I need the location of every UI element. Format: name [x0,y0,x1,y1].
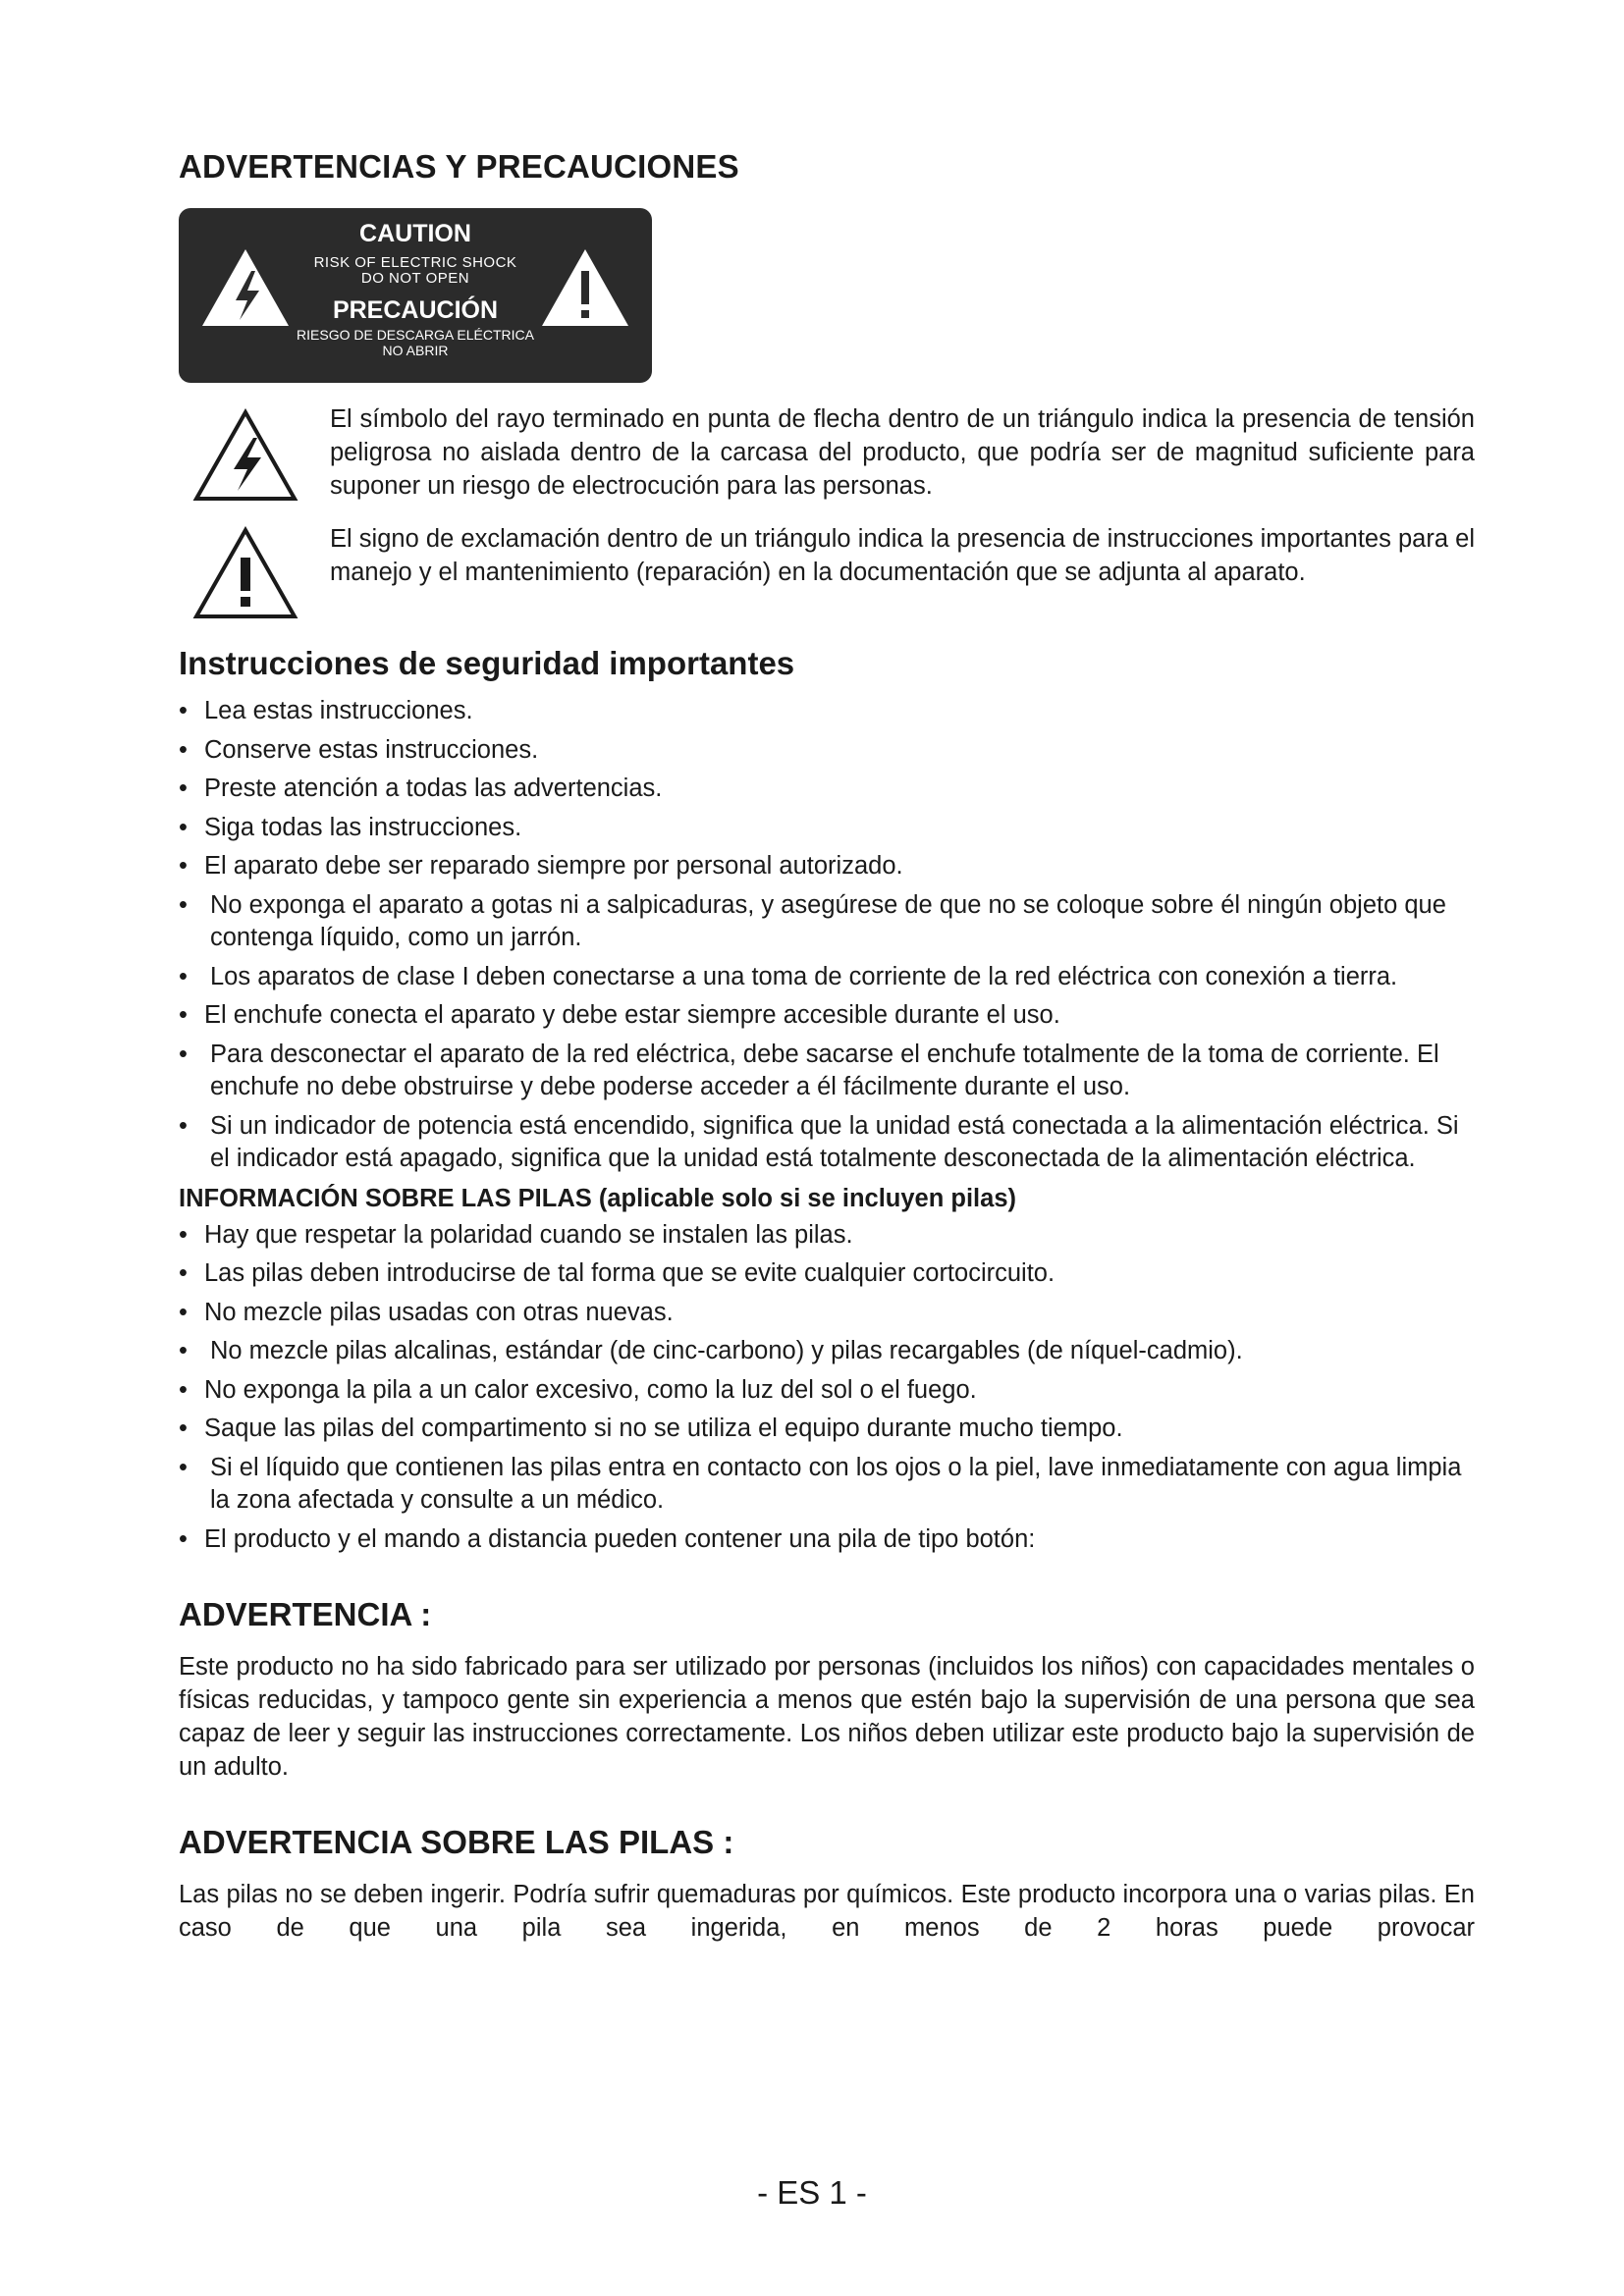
list-item: • No mezcle pilas alcalinas, estándar (de cinc-carbono) y pilas recargables (de níquel-cadmio). [179,1337,1243,1364]
list-item: • Hay que respetar la polaridad cuando se instalen las pilas. [179,1220,853,1249]
list-item: • No mezcle pilas usadas con otras nuevas. [179,1298,674,1326]
page-title: ADVERTENCIAS Y PRECAUCIONES [179,148,739,185]
list-item: • Si el líquido que contienen las pilas entra en contacto con los ojos o la piel, lave inmediatamente con agua limpia la zona afectada y consulte a un médico. [179,1453,1462,1514]
list-item: • Si un indicador de potencia está encendido, significa que la unidad está conectada a la alimentación eléctrica. Si el indicador está apagado, significa que la unidad está totalmente desconectada de la alimentación eléctrica. [179,1111,1459,1172]
battery-info-list [179,1219,1475,1557]
list-item: • No exponga la pila a un calor excesivo, como la luz del sol o el fuego. [179,1375,977,1404]
caution-title-en: CAUTION [359,220,471,247]
list-item: • Saque las pilas del compartimento si no se utiliza el equipo durante mucho tiempo. [179,1415,1123,1442]
caution-subtitle-en-1: RISK OF ELECTRIC SHOCK [313,254,517,271]
exclamation-symbol-text: El signo de exclamación dentro de un triángulo indica la presencia de instrucciones importantes para el manejo y el mantenimiento (reparación) en la documentación que se adjunta al aparato. [330,525,1475,586]
list-item: • Lea estas instrucciones. [179,697,473,724]
list-item: • Siga todas las instrucciones. [179,813,522,841]
battery-warning-heading: ADVERTENCIA SOBRE LAS PILAS : [179,1824,734,1860]
warning-text: Este producto no ha sido fabricado para ser utilizado por personas (incluidos los niños) con capacidades mentales o físicas reducidas, y tampoco gente sin experiencia a menos que estén bajo la supervisión de una persona que sea capaz de leer y seguir las instrucciones correctamente. Los niños deben utilizar este producto bajo la supervisión de un adulto. [179,1653,1475,1781]
caution-subtitle-en-2: DO NOT OPEN [360,270,470,287]
list-item: • No exponga el aparato a gotas ni a salpicaduras, y asegúrese de que no se coloque sobre él ningún objeto que contenga líquido, como un jarrón. [179,890,1446,951]
safety-heading: Instrucciones de seguridad importantes [179,645,795,681]
page-content [179,147,1475,1945]
list-item: • Preste atención a todas las advertencias. [179,774,663,802]
lightning-symbol-explanation [179,402,1475,503]
list-item: • Para desconectar el aparato de la red eléctrica, debe sacarse el enchufe totalmente de la toma de corriente. El enchufe no debe obstruirse y debe poderse acceder a él fácilmente durante el uso. [179,1040,1439,1100]
lightning-symbol-text: El símbolo del rayo terminado en punta de flecha dentro de un triángulo indica la presencia de tensión peligrosa no aislada dentro de la carcasa del producto, que podría ser de magnitud suficiente para suponer un riesgo de electrocución para las personas. [330,405,1475,500]
list-item: • El producto y el mando a distancia pueden contener una pila de tipo botón: [179,1524,1036,1553]
battery-warning-text: Las pilas no se deben ingerir. Podría sufrir quemaduras por químicos. Este producto incorpora una o varias pilas. En caso de que una pila sea ingerida, en menos de 2 horas puede provocar [179,1881,1475,1942]
safety-list [179,695,1475,1176]
page-number: - ES 1 - [757,2174,867,2211]
caution-label [179,208,652,383]
list-item: • Los aparatos de clase I deben conectarse a una toma de corriente de la red eléctrica con conexión a tierra. [179,962,1398,990]
exclamation-triangle-icon [192,526,298,620]
list-item: • Las pilas deben introducirse de tal forma que se evite cualquier cortocircuito. [179,1259,1056,1287]
list-item: • El aparato debe ser reparado siempre por personal autorizado. [179,852,903,880]
caution-title-es: PRECAUCIÓN [332,296,499,324]
lightning-triangle-icon [192,408,298,503]
warning-heading: ADVERTENCIA : [179,1596,432,1632]
caution-subtitle-es-2: NO ABRIR [382,343,449,358]
caution-subtitle-es-1: RIESGO DE DESCARGA ELÉCTRICA [297,327,534,343]
list-item: • El enchufe conecta el aparato y debe estar siempre accesible durante el uso. [179,1001,1060,1029]
exclamation-symbol-explanation [179,522,1475,589]
battery-info-heading: INFORMACIÓN SOBRE LAS PILAS (aplicable solo si se incluyen pilas) [179,1184,1016,1212]
list-item: • Conserve estas instrucciones. [179,735,539,764]
